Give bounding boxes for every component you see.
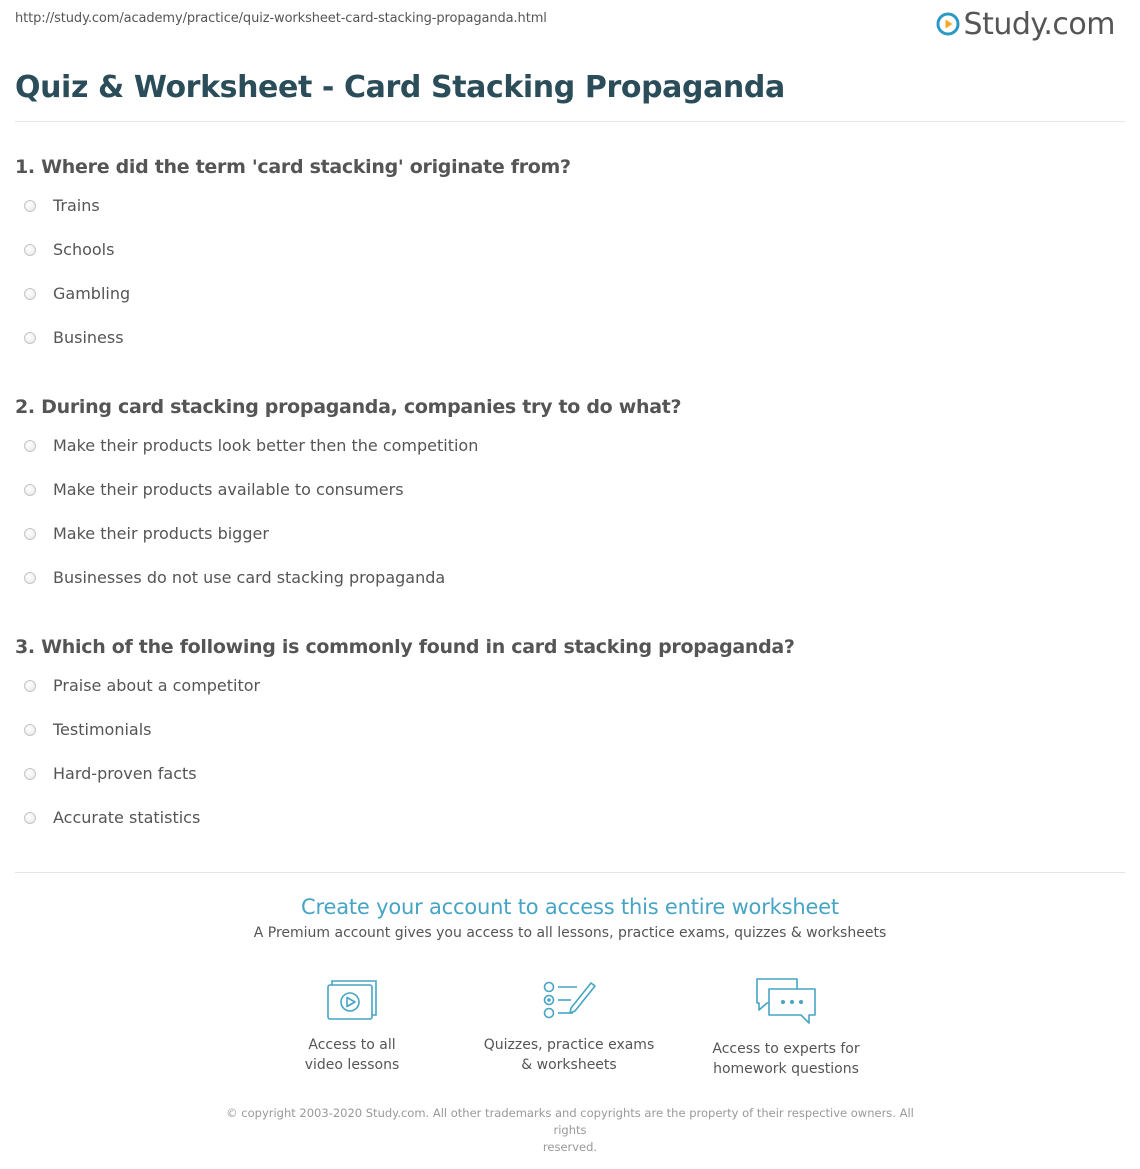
radio-button[interactable] [24, 288, 36, 300]
radio-button[interactable] [24, 724, 36, 736]
feature-text [252, 1035, 452, 1075]
question-2 [15, 392, 1115, 611]
top-bar [0, 0, 1140, 48]
feature-video-lessons [252, 975, 452, 1075]
feature-text [469, 1035, 669, 1075]
answer-option[interactable] [15, 675, 1115, 719]
feature-line: homework questions [713, 1061, 859, 1077]
copyright-line: reserved. [542, 1140, 598, 1154]
feature-experts [686, 975, 886, 1079]
answer-label: Trains [53, 196, 100, 215]
answer-label: Businesses do not use card stacking propaganda [53, 568, 446, 587]
answer-label: Make their products look better then the competition [53, 436, 479, 455]
cta-subheading: A Premium account gives you access to all lessons, practice exams, quizzes & worksheets [253, 925, 887, 941]
radio-button[interactable] [24, 768, 36, 780]
answer-label: Business [53, 328, 124, 347]
question-3 [15, 632, 1115, 851]
feature-line: Access to experts for [712, 1041, 860, 1057]
answer-label: Make their products bigger [53, 524, 269, 543]
feature-text [686, 1039, 886, 1079]
radio-button[interactable] [24, 484, 36, 496]
question-text: 1. Where did the term 'card stacking' originate from? [15, 156, 571, 178]
feature-line: Quizzes, practice exams [483, 1037, 655, 1053]
answer-label: Praise about a competitor [53, 676, 261, 695]
divider [15, 872, 1125, 873]
radio-button[interactable] [24, 572, 36, 584]
video-lessons-icon [325, 975, 379, 1023]
question-1 [15, 152, 1115, 371]
answer-option[interactable] [15, 239, 1115, 283]
answer-label: Make their products available to consumers [53, 480, 404, 499]
answer-option[interactable] [15, 763, 1115, 807]
page-url[interactable]: http://study.com/academy/practice/quiz-worksheet-card-stacking-propaganda.html [15, 11, 547, 26]
chat-bubbles-icon [753, 975, 819, 1027]
quiz-checklist-icon [541, 975, 597, 1023]
radio-button[interactable] [24, 244, 36, 256]
answer-option[interactable] [15, 567, 1115, 611]
radio-button[interactable] [24, 680, 36, 692]
radio-button[interactable] [24, 528, 36, 540]
feature-line: & worksheets [521, 1057, 617, 1073]
answer-label: Hard-proven facts [53, 764, 197, 783]
answer-option[interactable] [15, 523, 1115, 567]
answer-option[interactable] [15, 435, 1115, 479]
logo-text: Study.com [963, 6, 1115, 42]
feature-line: video lessons [304, 1057, 400, 1073]
radio-button[interactable] [24, 200, 36, 212]
play-logo-icon [936, 12, 960, 36]
radio-button[interactable] [24, 440, 36, 452]
cta-heading-link[interactable]: Create your account to access this entire worksheet [301, 895, 839, 919]
answer-option[interactable] [15, 327, 1115, 371]
feature-quizzes [469, 975, 669, 1075]
answer-list [15, 195, 1115, 371]
radio-button[interactable] [24, 332, 36, 344]
answer-option[interactable] [15, 719, 1115, 763]
answer-list [15, 675, 1115, 851]
question-text: 3. Which of the following is commonly found in card stacking propaganda? [15, 636, 795, 658]
feature-line: Access to all [308, 1037, 396, 1053]
answer-option[interactable] [15, 195, 1115, 239]
question-text: 2. During card stacking propaganda, companies try to do what? [15, 396, 682, 418]
answer-option[interactable] [15, 479, 1115, 523]
copyright-line: © copyright 2003-2020 Study.com. All other trademarks and copyrights are the property of their respective owners. All rights [226, 1106, 914, 1137]
answer-option[interactable] [15, 807, 1115, 851]
copyright-footer [215, 1105, 925, 1156]
radio-button[interactable] [24, 812, 36, 824]
page-title: Quiz & Worksheet - Card Stacking Propaganda [15, 70, 785, 105]
study-logo[interactable] [936, 6, 1115, 42]
answer-label: Schools [53, 240, 115, 259]
answer-list [15, 435, 1115, 611]
signup-cta [0, 895, 1140, 941]
answer-label: Gambling [53, 284, 131, 303]
divider [15, 121, 1125, 122]
answer-option[interactable] [15, 283, 1115, 327]
answer-label: Accurate statistics [53, 808, 201, 827]
answer-label: Testimonials [53, 720, 152, 739]
